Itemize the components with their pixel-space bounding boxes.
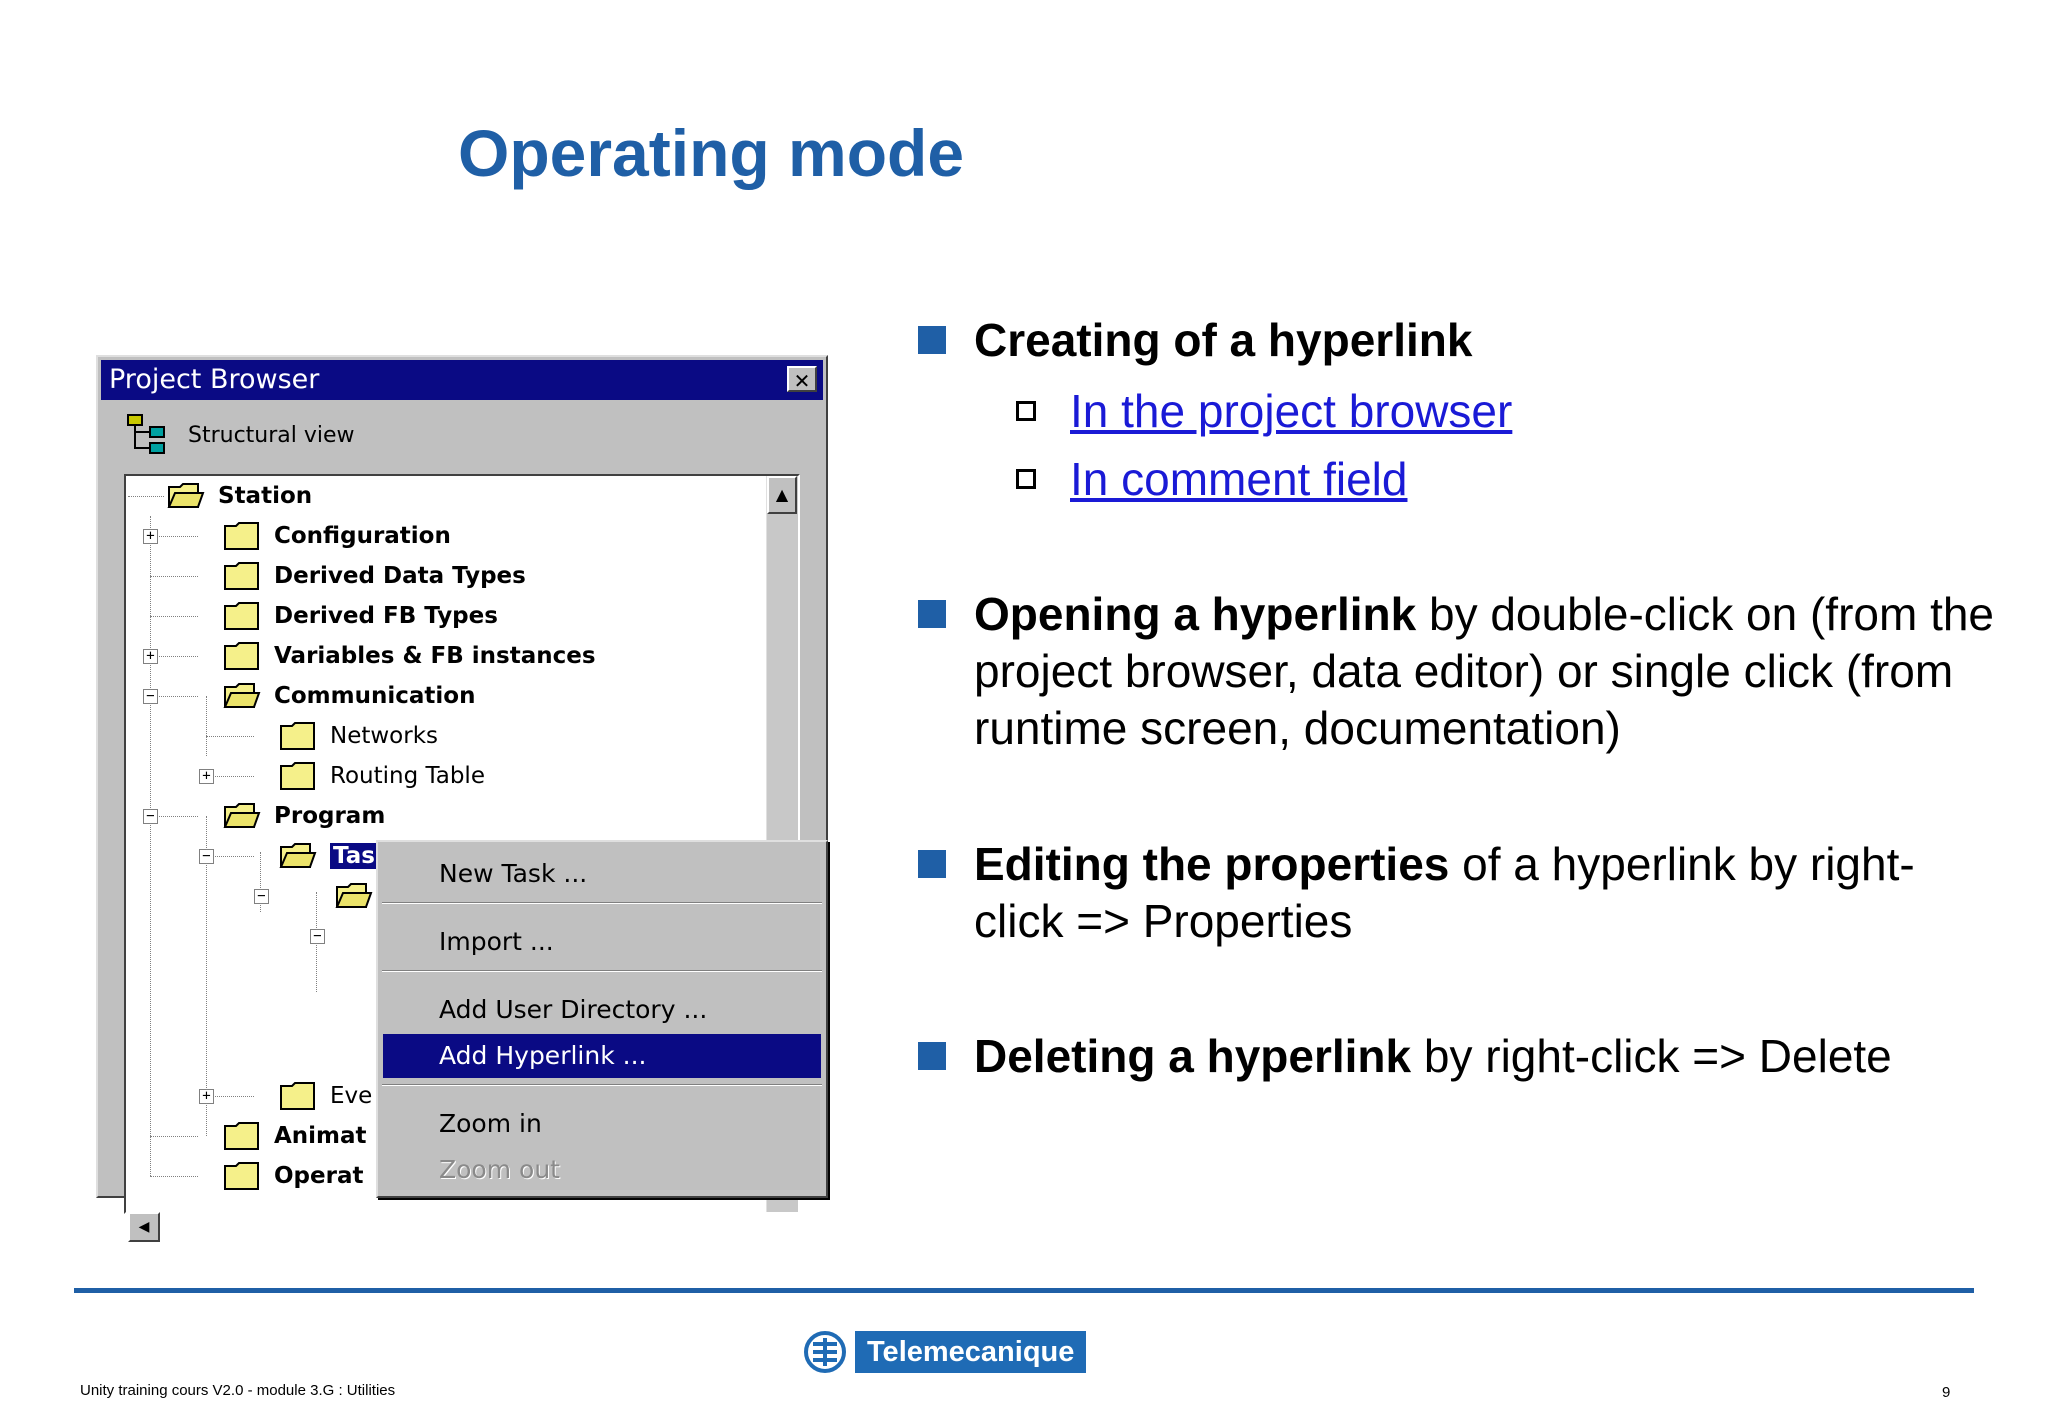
folder-icon (280, 761, 316, 791)
tree-label: Communication (274, 683, 476, 709)
footer-note: Unity training cours V2.0 - module 3.G : Utilities (80, 1382, 396, 1399)
tree-item-tasks[interactable] (280, 838, 378, 874)
folder-icon (280, 721, 316, 751)
tree-item-routing-table[interactable] (280, 758, 485, 794)
tree-label: Networks (330, 723, 439, 749)
folder-icon (224, 561, 260, 591)
bullet-deleting-bold: Deleting a hyperlink (974, 1030, 1412, 1082)
folder-icon (224, 1121, 260, 1151)
tree-label: Station (218, 483, 313, 509)
tree-item-program[interactable] (224, 798, 385, 834)
telemecanique-mark-icon (803, 1330, 847, 1374)
menu-item-zoom-in[interactable]: Zoom in (439, 1109, 542, 1138)
tree-label: Animat (274, 1123, 367, 1149)
context-menu (376, 840, 828, 1198)
tree-label: Variables & FB instances (274, 643, 596, 669)
tree-label: Eve (330, 1083, 373, 1109)
menu-separator (382, 902, 822, 904)
folder-icon (280, 1081, 316, 1111)
open-folder-icon (280, 841, 316, 871)
expand-configuration-icon[interactable]: + (143, 529, 158, 544)
tree-item-animation[interactable] (224, 1118, 367, 1154)
structural-view-icon (126, 413, 170, 457)
bullet-opening-text: by double-click on (from the project browser, data editor) or single click (from runtime screen, documentation) (974, 588, 1995, 754)
menu-item-import[interactable]: Import ... (439, 927, 554, 956)
expand-routing-table-icon[interactable]: + (199, 769, 214, 784)
folder-icon (224, 641, 260, 671)
bullet-opening (918, 586, 1998, 757)
folder-icon (224, 601, 260, 631)
bullet-creating-bold: Creating of a hyperlink (974, 314, 1473, 366)
collapse-communication-icon[interactable]: − (143, 689, 158, 704)
menu-separator (382, 970, 822, 972)
bullet-square-icon (918, 600, 946, 628)
page-number: 9 (1942, 1384, 1951, 1401)
collapse-subtask-icon[interactable]: − (254, 889, 269, 904)
footer-rule (74, 1288, 1974, 1293)
tree-item-derived-data-types[interactable] (224, 558, 526, 594)
slide-title: Operating mode (458, 116, 965, 190)
tree-label: Program (274, 803, 386, 829)
scroll-up-icon[interactable]: ▲ (767, 476, 797, 514)
hollow-square-icon (1016, 469, 1036, 489)
bullet-editing-text: of a hyperlink by right-click => Properties (974, 838, 1915, 947)
tree-item-variables-fb-instances[interactable] (224, 638, 596, 674)
open-folder-icon (168, 481, 204, 511)
tree-item-events[interactable] (280, 1078, 372, 1114)
open-folder-icon (224, 681, 260, 711)
collapse-subsection-icon[interactable]: − (310, 929, 325, 944)
telemecanique-logo (803, 1330, 1086, 1374)
link-in-comment-field[interactable]: In comment field (1070, 453, 1408, 505)
menu-item-add-user-directory[interactable]: Add User Directory ... (439, 995, 708, 1024)
bullet-opening-bold: Opening a hyperlink (974, 588, 1417, 640)
collapse-tasks-icon[interactable]: − (199, 849, 214, 864)
hollow-square-icon (1016, 401, 1036, 421)
subitem-project-browser (1016, 383, 1512, 439)
logo-wordmark: Telemecanique (855, 1331, 1086, 1373)
open-folder-icon (336, 881, 372, 911)
menu-item-zoom-out: Zoom out (439, 1155, 560, 1184)
structural-view-label: Structural view (188, 422, 355, 448)
tree-label: Derived Data Types (274, 563, 526, 589)
bullet-editing-bold: Editing the properties (974, 838, 1450, 890)
project-browser-titlebar (101, 360, 823, 400)
structural-view-row (126, 413, 355, 457)
tree-label-selected: Tas (330, 843, 378, 869)
tree-label: Derived FB Types (274, 603, 498, 629)
bullet-square-icon (918, 326, 946, 354)
open-folder-icon (224, 801, 260, 831)
collapse-program-icon[interactable]: − (143, 809, 158, 824)
menu-item-add-hyperlink[interactable]: Add Hyperlink ... (383, 1034, 821, 1078)
link-in-project-browser[interactable]: In the project browser (1070, 385, 1513, 437)
project-browser-title: Project Browser (109, 364, 320, 395)
bullet-editing (918, 836, 1998, 950)
subitem-comment-field (1016, 451, 1407, 507)
tree-label: Operat (274, 1163, 364, 1189)
bullet-deleting (918, 1028, 1998, 1085)
tree-item-station[interactable] (168, 478, 312, 514)
folder-icon (224, 521, 260, 551)
bullet-square-icon (918, 850, 946, 878)
tree-item-communication[interactable] (224, 678, 475, 714)
tree-item-networks[interactable] (280, 718, 438, 754)
scroll-left-icon[interactable]: ◀ (128, 1212, 160, 1242)
tree-item-configuration[interactable] (224, 518, 451, 554)
bullet-creating (918, 312, 1998, 369)
tree-item-operator[interactable] (224, 1158, 363, 1194)
menu-separator (382, 1084, 822, 1086)
tree-item-derived-fb-types[interactable] (224, 598, 498, 634)
tree-label: Configuration (274, 523, 451, 549)
close-icon[interactable]: ✕ (787, 366, 817, 392)
menu-item-new-task[interactable]: New Task ... (439, 859, 588, 888)
folder-icon (224, 1161, 260, 1191)
bullet-deleting-text: by right-click => Delete (1411, 1030, 1892, 1082)
bullet-square-icon (918, 1042, 946, 1070)
expand-variables-icon[interactable]: + (143, 649, 158, 664)
tree-label: Routing Table (330, 763, 485, 789)
expand-events-icon[interactable]: + (199, 1089, 214, 1104)
